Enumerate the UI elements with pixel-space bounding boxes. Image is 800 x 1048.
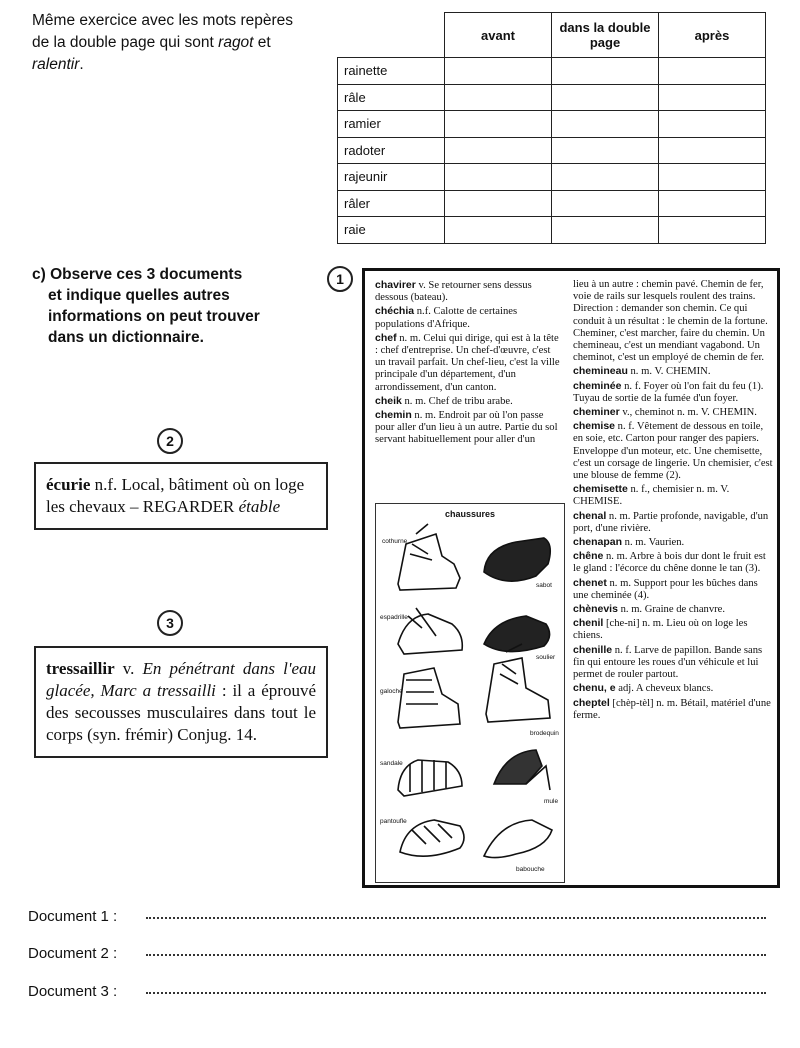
table-row <box>338 164 766 191</box>
entry-definition: v. Se retourner sens dessus dessous (bateau). <box>375 280 532 304</box>
dictionary-column-2 <box>573 279 773 723</box>
doc3-pos: v. <box>114 659 143 678</box>
observe-line-3: informations on peut trouver <box>48 308 260 325</box>
entry-definition: n. m. Vaurien. <box>622 537 685 549</box>
entry-definition: n. m. V. CHEMIN. <box>627 366 711 378</box>
document-1-label: Document 1 : <box>28 908 118 925</box>
doc-number-3: 3 <box>157 610 183 636</box>
answer-cell-avant[interactable] <box>445 190 552 217</box>
dictionary-entry <box>573 644 773 682</box>
observe-line-4: dans un dictionnaire. <box>48 329 204 346</box>
document-3-box <box>34 646 328 758</box>
word-cell: rajeunir <box>338 164 445 191</box>
entry-headword: chemise <box>573 420 616 433</box>
dotted-line <box>146 992 766 994</box>
observe-instructions <box>32 264 302 348</box>
intro-line-3: ralentir. <box>32 56 84 73</box>
entry-definition: adj. A cheveux blancs. <box>615 683 714 695</box>
dotted-line <box>146 917 766 919</box>
dictionary-entry <box>573 682 773 695</box>
table-corner <box>338 13 445 58</box>
document-3-answer-line[interactable] <box>28 983 768 1000</box>
dictionary-column-1 <box>375 279 563 448</box>
dictionary-entry <box>573 603 773 616</box>
shoe-label-galoche: galoche <box>380 688 403 695</box>
table-row <box>338 217 766 244</box>
intro-line-2: de la double page qui sont ragot et <box>32 34 271 51</box>
entry-headword: chavirer <box>375 279 416 291</box>
shoes-illustration <box>375 503 565 883</box>
answer-cell-dans[interactable] <box>552 217 659 244</box>
doc2-ref: étable <box>238 497 281 516</box>
entry-headword: chenet <box>573 576 607 589</box>
entry-headword: cheptel <box>573 696 610 709</box>
entry-definition: n. m. Graine de chanvre. <box>617 604 726 616</box>
word-cell: raie <box>338 217 445 244</box>
dictionary-entry <box>573 550 773 575</box>
shoe-label-cothurne: cothurne <box>382 538 408 545</box>
answer-cell-avant[interactable] <box>445 111 552 138</box>
entry-headword: chemineau <box>573 365 628 378</box>
entry-definition: n. m. Arbre à bois dur dont le fruit est le gland : l'écorce du chêne donne le tan (3). <box>573 551 766 575</box>
shoes-title: chaussures <box>444 509 496 519</box>
header-dans-la-double-page: dans la double page <box>552 13 659 58</box>
shoe-label-brodequin: brodequin <box>530 730 559 737</box>
word-cell: râler <box>338 190 445 217</box>
answer-cell-dans[interactable] <box>552 84 659 111</box>
doc2-definition: n.f. Local, bâtiment où on loge les chevaux – REGARDER <box>46 475 305 516</box>
table-row <box>338 84 766 111</box>
table-row <box>338 137 766 164</box>
shoe-label-sabot: sabot <box>536 582 552 589</box>
answer-cell-avant[interactable] <box>445 137 552 164</box>
entry-definition: n. m. Chef de tribu arabe. <box>401 395 513 407</box>
entry-definition: lieu à un autre : chemin pavé. Chemin de fer, voie de rails sur lesquels roulent des trains. Direction : demander son chemin. Ce qui conduit à un résultat : le chemin de la fortune. Cheminer, c'est marcher, faire du chemin. Un chemineau, c'est un mendiant vagabond. Un cheminot, c'est un employé de chemin de fer. <box>573 279 768 364</box>
entry-headword: chenal <box>573 509 607 522</box>
table-row <box>338 58 766 85</box>
document-3-label: Document 3 : <box>28 983 118 1000</box>
entry-definition: n. m. Celui qui dirige, qui est à la tête : chef d'entreprise. Un chef-d'œuvre, c'est un travail parfait. Un chef-lieu, c'est la ville principale d'un département, d'un arrondissement, d'un canton. <box>375 332 560 393</box>
shoe-label-pantoufle: pantoufle <box>380 818 407 825</box>
answer-cell-apres[interactable] <box>659 58 766 85</box>
entry-definition: n.f. Calotte de certaines populations d'Afrique. <box>375 306 518 330</box>
entry-headword: cheminée <box>573 379 622 392</box>
answer-cell-apres[interactable] <box>659 190 766 217</box>
entry-headword: cheminer <box>573 406 620 419</box>
word-cell: ramier <box>338 111 445 138</box>
doc-number-2: 2 <box>157 428 183 454</box>
dictionary-entry <box>573 617 773 642</box>
header-apres: après <box>659 13 766 58</box>
dictionary-entry <box>375 279 563 304</box>
entry-headword: cheik <box>375 394 402 407</box>
doc3-definition: : il a éprouvé des secousses musculaires dans tout le corps (syn. frémir) Conjug. 14. <box>46 681 316 744</box>
answer-cell-avant[interactable] <box>445 164 552 191</box>
dictionary-entry <box>573 279 773 364</box>
entry-headword: chemin <box>375 409 412 422</box>
entry-definition: n. m. Partie profonde, navigable, d'un port, d'une rivière. <box>573 510 769 534</box>
entry-headword: chènevis <box>573 603 618 616</box>
word-cell: rainette <box>338 58 445 85</box>
word-order-table <box>337 12 766 244</box>
entry-headword: chenil <box>573 617 604 630</box>
observe-line-2: et indique quelles autres <box>48 287 230 304</box>
entry-definition: n. m. Endroit par où l'on passe pour aller d'un lieu à un autre. Partie du sol servant habituellement pour aller d'un <box>375 410 558 446</box>
answer-cell-apres[interactable] <box>659 217 766 244</box>
shoe-label-babouche: babouche <box>516 866 545 873</box>
doc3-headword: tressaillir <box>46 659 115 678</box>
dictionary-entry <box>375 409 563 447</box>
answer-cell-apres[interactable] <box>659 111 766 138</box>
answer-cell-dans[interactable] <box>552 111 659 138</box>
doc3-example: En pénétrant dans l'eau glacée, Marc a tressailli <box>46 659 316 700</box>
answer-cell-dans[interactable] <box>552 58 659 85</box>
exercise-instructions <box>32 10 322 76</box>
dictionary-entry <box>573 510 773 535</box>
header-avant: avant <box>445 13 552 58</box>
answer-cell-apres[interactable] <box>659 164 766 191</box>
entry-definition: v., cheminot n. m. V. CHEMIN. <box>619 407 757 419</box>
dictionary-entry <box>573 406 773 419</box>
entry-headword: chenapan <box>573 536 623 549</box>
entry-headword: chêne <box>573 550 604 563</box>
entry-headword: chenille <box>573 643 613 656</box>
word-cell: râle <box>338 84 445 111</box>
table-row <box>338 111 766 138</box>
dictionary-entry <box>573 697 773 722</box>
entry-definition: n. f., chemisier n. m. V. CHEMISE. <box>573 484 730 508</box>
answer-cell-avant[interactable] <box>445 58 552 85</box>
answer-cell-dans[interactable] <box>552 164 659 191</box>
dictionary-entry <box>375 305 563 330</box>
entry-definition: n. f. Vêtement de dessous en toile, en soie, etc. Carton pour ranger des papiers. Enveloppe d'un moteur, etc. Une chemisette, c'est un corsage de lingerie. Un chemisier, c'est une blouse de femme (2). <box>573 421 773 482</box>
entry-headword: chef <box>375 331 397 344</box>
entry-definition: n. m. Support pour les bûches dans une cheminée (4). <box>573 577 758 601</box>
dictionary-entry <box>573 577 773 602</box>
entry-headword: chéchia <box>375 305 415 318</box>
dictionary-entry <box>573 365 773 378</box>
answer-cell-apres[interactable] <box>659 137 766 164</box>
word-cell: radoter <box>338 137 445 164</box>
answer-cell-dans[interactable] <box>552 137 659 164</box>
observe-line-1: c) Observe ces 3 documents <box>32 266 243 283</box>
dictionary-entry <box>573 380 773 405</box>
entry-definition: n. f. Foyer où l'on fait du feu (1). Tuyau de sortie de la fumée d'un foyer. <box>573 380 764 404</box>
shoe-label-espadrille: espadrille <box>380 614 408 621</box>
entry-headword: chenu, e <box>573 682 616 695</box>
entry-definition: [che-ni] n. m. Lieu où on loge les chiens. <box>573 618 748 642</box>
dictionary-entry <box>573 420 773 482</box>
shoe-label-mule: mule <box>544 798 559 805</box>
entry-headword: chemisette <box>573 483 628 496</box>
doc2-headword: écurie <box>46 475 91 494</box>
shoe-label-sandale: sandale <box>380 760 403 767</box>
dotted-line <box>146 954 766 956</box>
shoe-label-soulier: soulier <box>536 654 556 661</box>
document-2-label: Document 2 : <box>28 945 118 962</box>
intro-line-1: Même exercice avec les mots repères <box>32 12 294 29</box>
document-1-dictionary-page <box>362 268 780 888</box>
entry-definition: n. f. Larve de papillon. Bande sans fin qui entoure les roues d'un véhicule et lui permet de rouler partout. <box>573 644 763 681</box>
entry-definition: [chèp-tèl] n. m. Bétail, matériel d'une ferme. <box>573 697 771 721</box>
document-1-answer-line[interactable] <box>28 908 768 925</box>
doc-number-1: 1 <box>327 266 353 292</box>
table-row <box>338 190 766 217</box>
document-2-answer-line[interactable] <box>28 945 768 962</box>
answer-cell-apres[interactable] <box>659 84 766 111</box>
dictionary-entry <box>375 395 563 408</box>
dictionary-entry <box>375 332 563 394</box>
answer-cell-avant[interactable] <box>445 84 552 111</box>
answer-cell-avant[interactable] <box>445 217 552 244</box>
answer-cell-dans[interactable] <box>552 190 659 217</box>
dictionary-entry <box>573 536 773 549</box>
document-2-box <box>34 462 328 530</box>
dictionary-entry <box>573 483 773 508</box>
